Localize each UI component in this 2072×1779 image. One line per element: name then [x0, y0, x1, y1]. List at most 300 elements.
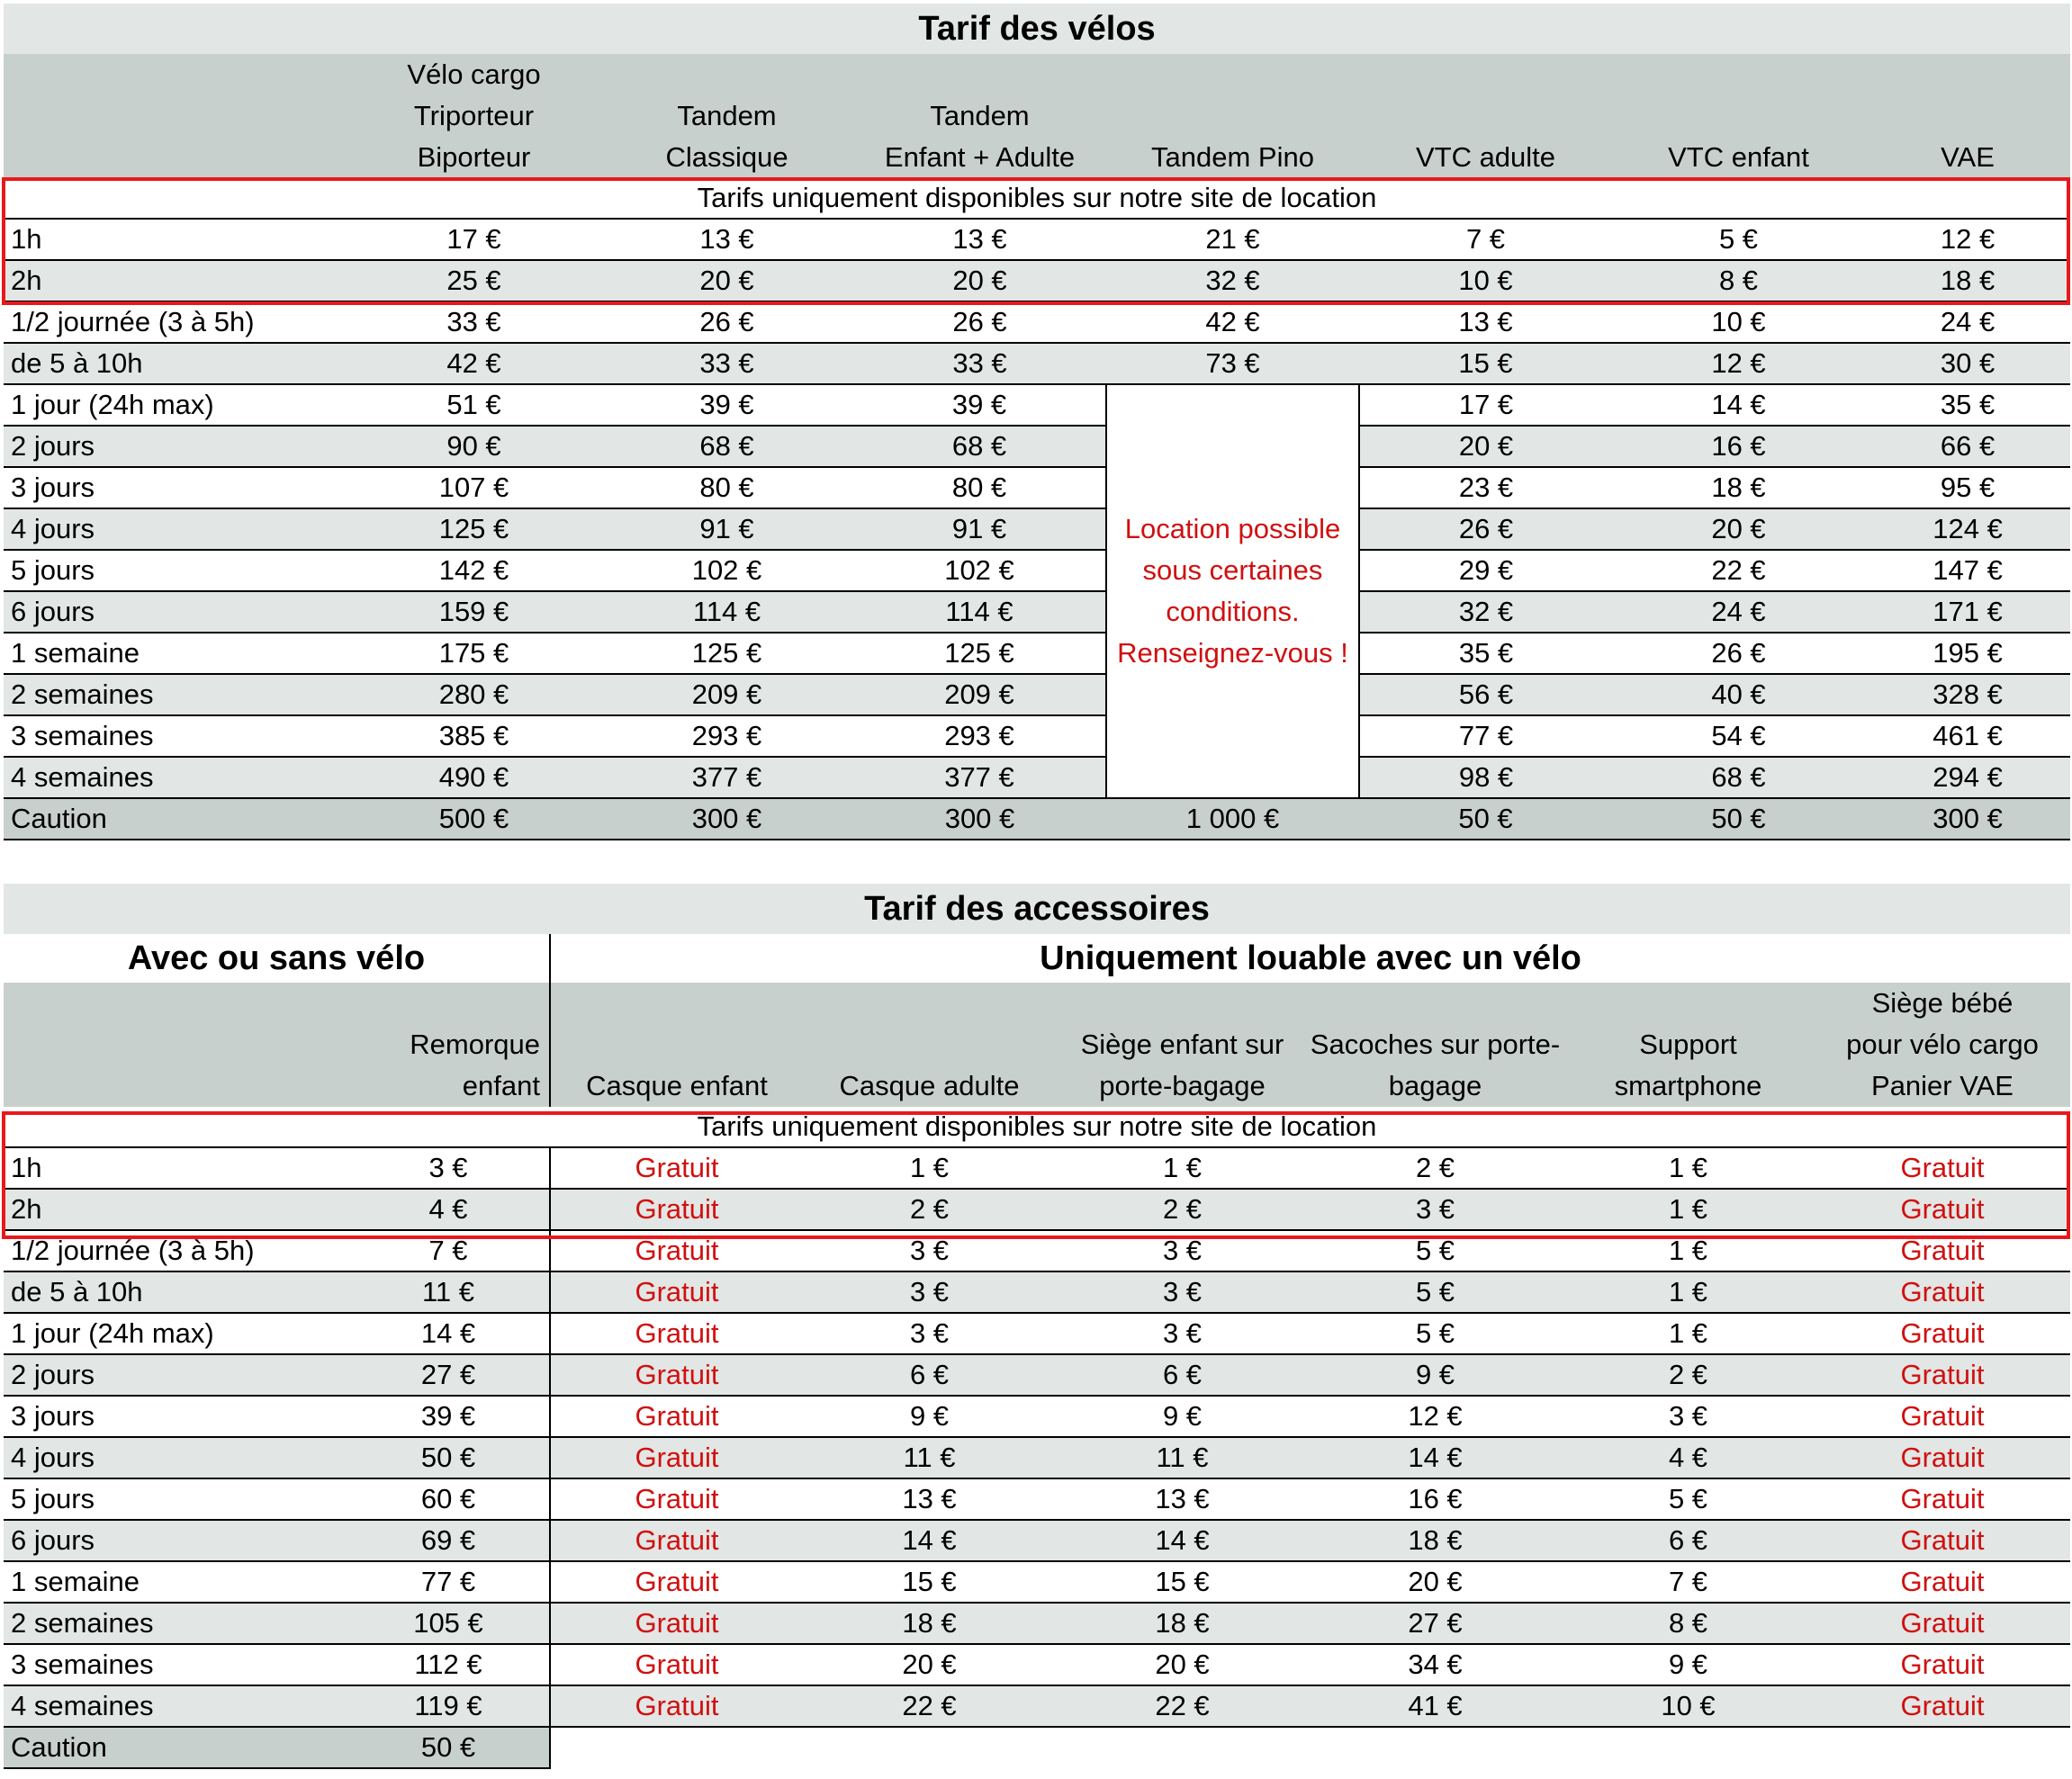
accessory-row-6-jours [4, 1520, 2070, 1561]
bike-price-cell: 16 € [1612, 426, 1865, 467]
accessory-column-header-line: Siège enfant sur [1080, 1029, 1284, 1060]
bike-price-cell: 377 € [600, 757, 853, 798]
bike-row-2-jours [4, 426, 2070, 467]
accessory-price-cell: Gratuit [550, 1147, 803, 1189]
bike-column-header-line: Enfant + Adulte [884, 141, 1076, 173]
bike-row-6-jours [4, 591, 2070, 633]
bike-price-cell: 18 € [1612, 467, 1865, 508]
bike-price-cell: 54 € [1612, 715, 1865, 757]
bike-row-label: 3 semaines [4, 715, 347, 757]
bike-row-label: 2 semaines [4, 674, 347, 715]
accessory-price-cell: Gratuit [1815, 1603, 2070, 1644]
accessory-column-header-line: Sacoches sur porte- [1310, 1029, 1561, 1060]
bike-price-cell: 490 € [347, 757, 600, 798]
bike-price-cell: 14 € [1612, 384, 1865, 426]
bike-price-cell: 5 € [1612, 219, 1865, 260]
bike-price-cell: 171 € [1865, 591, 2070, 633]
accessory-price-cell: 14 € [803, 1520, 1056, 1561]
bike-row-label: Caution [4, 798, 347, 840]
accessory-price-cell: 18 € [1309, 1520, 1562, 1561]
accessory-column-header [347, 983, 550, 1107]
bike-price-cell: 114 € [600, 591, 853, 633]
accessory-column-header [1815, 983, 2070, 1107]
accessory-price-cell: 10 € [1562, 1685, 1815, 1727]
accessory-price-cell: 1 € [1562, 1271, 1815, 1313]
accessory-price-cell: Gratuit [550, 1561, 803, 1603]
bike-row-label: 1/2 journée (3 à 5h) [4, 301, 347, 343]
bike-row-label: 4 jours [4, 508, 347, 550]
bike-price-cell: 20 € [853, 260, 1106, 301]
bike-price-cell: 159 € [347, 591, 600, 633]
bike-price-cell: 39 € [600, 384, 853, 426]
accessory-row-de-5-a-10h [4, 1271, 2070, 1313]
tandem-pino-note-line: conditions. [1166, 596, 1300, 627]
accessory-row-1-2-journee-3-a-5h [4, 1230, 2070, 1271]
bike-price-cell: 12 € [1865, 219, 2070, 260]
bike-column-header [1865, 54, 2070, 178]
bike-column-header-line: Biporteur [417, 141, 531, 173]
bike-price-cell: 77 € [1359, 715, 1612, 757]
accessory-price-cell: Gratuit [1815, 1478, 2070, 1520]
bike-price-cell: 20 € [1359, 426, 1612, 467]
bike-price-cell: 293 € [600, 715, 853, 757]
accessory-price-cell: 12 € [1309, 1396, 1562, 1437]
accessory-price-cell: 41 € [1309, 1685, 1562, 1727]
bike-price-cell: 21 € [1106, 219, 1359, 260]
accessory-price-cell: 4 € [1562, 1437, 1815, 1478]
bike-price-cell: 80 € [853, 467, 1106, 508]
accessory-price-cell: Gratuit [1815, 1437, 2070, 1478]
accessory-row-label: Caution [4, 1727, 347, 1768]
accessory-price-cell: Gratuit [1815, 1520, 2070, 1561]
accessory-price-cell: 3 € [1056, 1313, 1309, 1354]
bike-row-1h [4, 219, 2070, 260]
accessory-price-cell: 5 € [1562, 1478, 1815, 1520]
bike-price-cell: 35 € [1865, 384, 2070, 426]
bike-price-cell: 73 € [1106, 343, 1359, 384]
bike-column-header-line: Tandem [930, 100, 1030, 131]
accessory-price-cell: 11 € [347, 1271, 550, 1313]
bike-price-cell: 209 € [853, 674, 1106, 715]
bike-price-cell: 68 € [1612, 757, 1865, 798]
bike-price-cell: 26 € [600, 301, 853, 343]
accessory-price-cell: Gratuit [550, 1396, 803, 1437]
accessory-price-cell: 50 € [347, 1727, 550, 1768]
accessory-price-cell: 9 € [803, 1396, 1056, 1437]
accessory-price-cell: 1 € [1562, 1147, 1815, 1189]
bike-price-cell: 142 € [347, 550, 600, 591]
accessory-price-cell: Gratuit [1815, 1561, 2070, 1603]
bike-price-cell: 23 € [1359, 467, 1612, 508]
accessory-price-cell: 5 € [1309, 1271, 1562, 1313]
accessory-column-header-line: porte-bagage [1099, 1070, 1266, 1101]
bike-row-label: 2 jours [4, 426, 347, 467]
accessory-price-cell: Gratuit [550, 1644, 803, 1685]
accessory-row-label: 6 jours [4, 1520, 347, 1561]
accessory-price-cell: 3 € [803, 1230, 1056, 1271]
bike-column-header-line: VTC adulte [1415, 141, 1556, 173]
tandem-pino-availability-note [1106, 384, 1359, 798]
bike-row-1-jour-24h-max [4, 384, 2070, 426]
bike-price-cell: 35 € [1359, 633, 1612, 674]
bike-column-header [600, 54, 853, 178]
bike-row-2-semaines [4, 674, 2070, 715]
accessory-price-cell: Gratuit [1815, 1354, 2070, 1396]
bike-column-header [853, 54, 1106, 178]
bike-column-header-line: Tandem [677, 100, 777, 131]
bike-price-cell: 17 € [1359, 384, 1612, 426]
accessory-price-cell: 20 € [1309, 1561, 1562, 1603]
accessory-price-cell: Gratuit [550, 1603, 803, 1644]
accessory-price-cell: 1 € [1056, 1147, 1309, 1189]
accessory-row-label: 2h [4, 1189, 347, 1230]
bike-price-cell: 51 € [347, 384, 600, 426]
accessory-column-header [1056, 983, 1309, 1107]
accessory-row-label: 1 semaine [4, 1561, 347, 1603]
bike-price-cell: 30 € [1865, 343, 2070, 384]
bike-row-de-5-a-10h [4, 343, 2070, 384]
bike-price-cell: 125 € [853, 633, 1106, 674]
bike-price-table [4, 4, 2070, 840]
bike-price-cell: 7 € [1359, 219, 1612, 260]
accessory-online-note: Tarifs uniquement disponibles sur notre site de location [4, 1107, 2070, 1147]
bike-table-title: Tarif des vélos [4, 4, 2070, 54]
accessory-price-cell: Gratuit [550, 1354, 803, 1396]
bike-price-cell: 300 € [600, 798, 853, 840]
accessory-price-cell: 18 € [803, 1603, 1056, 1644]
accessory-price-cell: 34 € [1309, 1644, 1562, 1685]
accessory-price-cell: 11 € [803, 1437, 1056, 1478]
bike-price-cell: 98 € [1359, 757, 1612, 798]
bike-price-cell: 294 € [1865, 757, 2070, 798]
accessory-row-1-semaine [4, 1561, 2070, 1603]
bike-price-cell: 56 € [1359, 674, 1612, 715]
accessory-row-label: 1h [4, 1147, 347, 1189]
bike-price-cell: 32 € [1359, 591, 1612, 633]
accessory-price-cell: 9 € [1056, 1396, 1309, 1437]
accessory-price-cell: Gratuit [550, 1189, 803, 1230]
bike-row-label: 1h [4, 219, 347, 260]
bike-price-cell: 42 € [347, 343, 600, 384]
empty-cell [1309, 1727, 1562, 1768]
accessory-column-header-line: Casque adulte [839, 1070, 1020, 1101]
bike-price-cell: 25 € [347, 260, 600, 301]
bike-price-cell: 13 € [600, 219, 853, 260]
bike-price-cell: 107 € [347, 467, 600, 508]
bike-column-header-line: Classique [665, 141, 788, 173]
bike-price-cell: 68 € [853, 426, 1106, 467]
accessory-price-cell: 1 € [803, 1147, 1056, 1189]
accessory-price-cell: 22 € [803, 1685, 1056, 1727]
bike-row-2h [4, 260, 2070, 301]
accessory-price-cell: Gratuit [550, 1685, 803, 1727]
bike-price-cell: 8 € [1612, 260, 1865, 301]
accessory-price-cell: 9 € [1309, 1354, 1562, 1396]
bike-price-cell: 147 € [1865, 550, 2070, 591]
accessory-price-cell: Gratuit [1815, 1230, 2070, 1271]
bike-price-cell: 500 € [347, 798, 600, 840]
accessory-row-4-semaines [4, 1685, 2070, 1727]
accessory-price-cell: 39 € [347, 1396, 550, 1437]
accessory-price-cell: Gratuit [1815, 1271, 2070, 1313]
bike-price-cell: 33 € [600, 343, 853, 384]
accessory-price-cell: 15 € [1056, 1561, 1309, 1603]
accessory-row-2-jours [4, 1354, 2070, 1396]
bike-row-1-2-journee-3-a-5h [4, 301, 2070, 343]
accessory-row-4-jours [4, 1437, 2070, 1478]
empty-cell [550, 1727, 803, 1768]
accessory-price-cell: 5 € [1309, 1230, 1562, 1271]
bike-price-cell: 50 € [1612, 798, 1865, 840]
bike-price-cell: 20 € [1612, 508, 1865, 550]
bike-column-header-line: Tandem Pino [1151, 141, 1314, 173]
bike-price-cell: 280 € [347, 674, 600, 715]
bike-price-cell: 461 € [1865, 715, 2070, 757]
bike-price-cell: 26 € [1612, 633, 1865, 674]
accessory-column-header-line: Support [1639, 1029, 1737, 1060]
accessory-row-label: 2 jours [4, 1354, 347, 1396]
bike-price-cell: 13 € [853, 219, 1106, 260]
accessory-row-2h [4, 1189, 2070, 1230]
accessory-price-cell: 5 € [1309, 1313, 1562, 1354]
accessory-price-cell: 2 € [803, 1189, 1056, 1230]
group-with-or-without-bike: Avec ou sans vélo [4, 934, 550, 983]
accessory-price-cell: 6 € [1562, 1520, 1815, 1561]
bike-row-caution [4, 798, 2070, 840]
bike-row-label: 5 jours [4, 550, 347, 591]
accessory-row-2-semaines [4, 1603, 2070, 1644]
bike-column-header [347, 54, 600, 178]
bike-price-cell: 42 € [1106, 301, 1359, 343]
accessory-header-empty [4, 983, 347, 1107]
bike-price-cell: 1 000 € [1106, 798, 1359, 840]
bike-row-label: 3 jours [4, 467, 347, 508]
bike-price-cell: 17 € [347, 219, 600, 260]
bike-price-cell: 13 € [1359, 301, 1612, 343]
bike-price-cell: 124 € [1865, 508, 2070, 550]
accessory-column-header-line: Remorque enfant [410, 1029, 540, 1101]
accessory-column-header [550, 983, 803, 1107]
bike-row-label: 1 jour (24h max) [4, 384, 347, 426]
accessory-column-header-line: bagage [1388, 1070, 1482, 1101]
accessory-price-cell: Gratuit [1815, 1396, 2070, 1437]
bike-price-cell: 26 € [853, 301, 1106, 343]
bike-row-label: 6 jours [4, 591, 347, 633]
accessory-column-header [1562, 983, 1815, 1107]
accessory-price-cell: Gratuit [550, 1520, 803, 1561]
bike-row-label: 2h [4, 260, 347, 301]
accessory-price-cell: Gratuit [1815, 1644, 2070, 1685]
bike-column-header [1106, 54, 1359, 178]
bike-price-cell: 24 € [1865, 301, 2070, 343]
bike-row-label: 4 semaines [4, 757, 347, 798]
bike-price-cell: 29 € [1359, 550, 1612, 591]
accessory-price-cell: Gratuit [550, 1478, 803, 1520]
accessory-price-cell: 14 € [1056, 1520, 1309, 1561]
bike-price-cell: 385 € [347, 715, 600, 757]
bike-row-4-semaines [4, 757, 2070, 798]
bike-price-cell: 32 € [1106, 260, 1359, 301]
accessory-price-cell: Gratuit [1815, 1313, 2070, 1354]
bike-price-cell: 20 € [600, 260, 853, 301]
accessory-price-cell: 3 € [1056, 1271, 1309, 1313]
bike-price-cell: 10 € [1612, 301, 1865, 343]
accessory-row-3-semaines [4, 1644, 2070, 1685]
bike-row-1-semaine [4, 633, 2070, 674]
accessory-price-cell: 22 € [1056, 1685, 1309, 1727]
accessory-price-cell: 7 € [347, 1230, 550, 1271]
accessory-price-cell: 50 € [347, 1437, 550, 1478]
accessory-price-cell: 15 € [803, 1561, 1056, 1603]
accessory-price-cell: 13 € [803, 1478, 1056, 1520]
bike-price-cell: 24 € [1612, 591, 1865, 633]
bike-header-empty [4, 54, 347, 178]
bike-price-cell: 26 € [1359, 508, 1612, 550]
empty-cell [803, 1727, 1056, 1768]
empty-cell [1056, 1727, 1309, 1768]
accessory-price-cell: Gratuit [1815, 1147, 2070, 1189]
accessory-row-label: 4 jours [4, 1437, 347, 1478]
accessory-price-cell: 1 € [1562, 1189, 1815, 1230]
accessory-price-cell: 3 € [347, 1147, 550, 1189]
bike-online-note: Tarifs uniquement disponibles sur notre site de location [4, 178, 2070, 219]
accessory-column-header-line: smartphone [1614, 1070, 1762, 1101]
accessory-price-cell: 7 € [1562, 1561, 1815, 1603]
accessory-row-label: 3 jours [4, 1396, 347, 1437]
bike-row-label: 1 semaine [4, 633, 347, 674]
bike-price-cell: 328 € [1865, 674, 2070, 715]
bike-price-cell: 12 € [1612, 343, 1865, 384]
accessory-price-cell: 105 € [347, 1603, 550, 1644]
accessory-row-caution [4, 1727, 2070, 1768]
bike-price-cell: 15 € [1359, 343, 1612, 384]
bike-price-cell: 95 € [1865, 467, 2070, 508]
bike-row-3-semaines [4, 715, 2070, 757]
accessory-row-3-jours [4, 1396, 2070, 1437]
bike-price-cell: 300 € [853, 798, 1106, 840]
bike-price-cell: 209 € [600, 674, 853, 715]
accessory-price-cell: 6 € [1056, 1354, 1309, 1396]
accessory-table-title: Tarif des accessoires [4, 884, 2070, 934]
accessory-row-label: 3 semaines [4, 1644, 347, 1685]
accessory-price-cell: 119 € [347, 1685, 550, 1727]
accessory-price-cell: 27 € [1309, 1603, 1562, 1644]
accessory-row-1h [4, 1147, 2070, 1189]
accessory-price-cell: 11 € [1056, 1437, 1309, 1478]
accessory-price-cell: 27 € [347, 1354, 550, 1396]
bike-price-cell: 90 € [347, 426, 600, 467]
bike-price-cell: 50 € [1359, 798, 1612, 840]
accessory-price-cell: 77 € [347, 1561, 550, 1603]
bike-column-header-line: VAE [1941, 141, 1995, 173]
bike-price-cell: 91 € [600, 508, 853, 550]
bike-column-header [1359, 54, 1612, 178]
empty-cell [1815, 1727, 2070, 1768]
bike-price-cell: 102 € [853, 550, 1106, 591]
bike-price-cell: 102 € [600, 550, 853, 591]
accessory-price-cell: 6 € [803, 1354, 1056, 1396]
bike-price-cell: 10 € [1359, 260, 1612, 301]
accessory-price-cell: 60 € [347, 1478, 550, 1520]
accessory-row-label: 5 jours [4, 1478, 347, 1520]
empty-cell [1562, 1727, 1815, 1768]
bike-price-cell: 195 € [1865, 633, 2070, 674]
accessory-row-1-jour-24h-max [4, 1313, 2070, 1354]
accessory-price-cell: 1 € [1562, 1230, 1815, 1271]
accessory-row-label: 1/2 journée (3 à 5h) [4, 1230, 347, 1271]
accessory-price-cell: 14 € [1309, 1437, 1562, 1478]
accessory-column-header-line: Siège bébé [1871, 987, 2013, 1019]
bike-price-cell: 175 € [347, 633, 600, 674]
bike-price-cell: 33 € [347, 301, 600, 343]
accessory-price-cell: 20 € [1056, 1644, 1309, 1685]
accessory-price-cell: 2 € [1309, 1147, 1562, 1189]
bike-price-cell: 22 € [1612, 550, 1865, 591]
accessory-row-label: 2 semaines [4, 1603, 347, 1644]
accessory-column-header-line: Panier VAE [1871, 1070, 2013, 1101]
accessory-price-cell: 20 € [803, 1644, 1056, 1685]
bike-price-cell: 39 € [853, 384, 1106, 426]
accessory-price-cell: Gratuit [550, 1437, 803, 1478]
accessory-price-cell: 3 € [1056, 1230, 1309, 1271]
accessory-column-header [803, 983, 1056, 1107]
bike-row-4-jours [4, 508, 2070, 550]
accessory-price-table [4, 884, 2070, 1769]
bike-column-header [1612, 54, 1865, 178]
bike-column-header-line: VTC enfant [1668, 141, 1809, 173]
bike-price-cell: 377 € [853, 757, 1106, 798]
accessory-price-cell: 2 € [1562, 1354, 1815, 1396]
accessory-price-cell: Gratuit [1815, 1189, 2070, 1230]
accessory-price-cell: 14 € [347, 1313, 550, 1354]
bike-row-3-jours [4, 467, 2070, 508]
accessory-price-cell: Gratuit [550, 1313, 803, 1354]
accessory-price-cell: 1 € [1562, 1313, 1815, 1354]
accessory-price-cell: 69 € [347, 1520, 550, 1561]
accessory-price-cell: 3 € [1309, 1189, 1562, 1230]
bike-price-cell: 33 € [853, 343, 1106, 384]
bike-price-cell: 68 € [600, 426, 853, 467]
group-only-with-bike: Uniquement louable avec un vélo [550, 934, 2070, 983]
bike-price-cell: 293 € [853, 715, 1106, 757]
accessory-price-cell: 9 € [1562, 1644, 1815, 1685]
bike-column-header-line: Triporteur [413, 100, 535, 131]
bike-column-header-line: Vélo cargo [407, 58, 541, 90]
accessory-price-cell: 2 € [1056, 1189, 1309, 1230]
bike-price-cell: 80 € [600, 467, 853, 508]
bike-price-cell: 114 € [853, 591, 1106, 633]
tandem-pino-note-line: Renseignez-vous ! [1117, 637, 1348, 669]
accessory-price-cell: 3 € [803, 1271, 1056, 1313]
accessory-price-cell: 112 € [347, 1644, 550, 1685]
accessory-price-cell: 18 € [1056, 1603, 1309, 1644]
accessory-price-cell: Gratuit [1815, 1685, 2070, 1727]
accessory-price-cell: 3 € [803, 1313, 1056, 1354]
accessory-row-label: de 5 à 10h [4, 1271, 347, 1313]
accessory-row-label: 4 semaines [4, 1685, 347, 1727]
bike-price-cell: 66 € [1865, 426, 2070, 467]
bike-row-label: de 5 à 10h [4, 343, 347, 384]
accessory-price-cell: Gratuit [550, 1230, 803, 1271]
accessory-row-label: 1 jour (24h max) [4, 1313, 347, 1354]
accessory-price-cell: 13 € [1056, 1478, 1309, 1520]
accessory-column-header-line: Casque enfant [586, 1070, 768, 1101]
tandem-pino-note-line: Location possible [1124, 513, 1341, 544]
accessory-price-cell: 8 € [1562, 1603, 1815, 1644]
accessory-price-cell: 16 € [1309, 1478, 1562, 1520]
tandem-pino-note-line: sous certaines [1142, 554, 1323, 586]
accessory-price-cell: Gratuit [550, 1271, 803, 1313]
